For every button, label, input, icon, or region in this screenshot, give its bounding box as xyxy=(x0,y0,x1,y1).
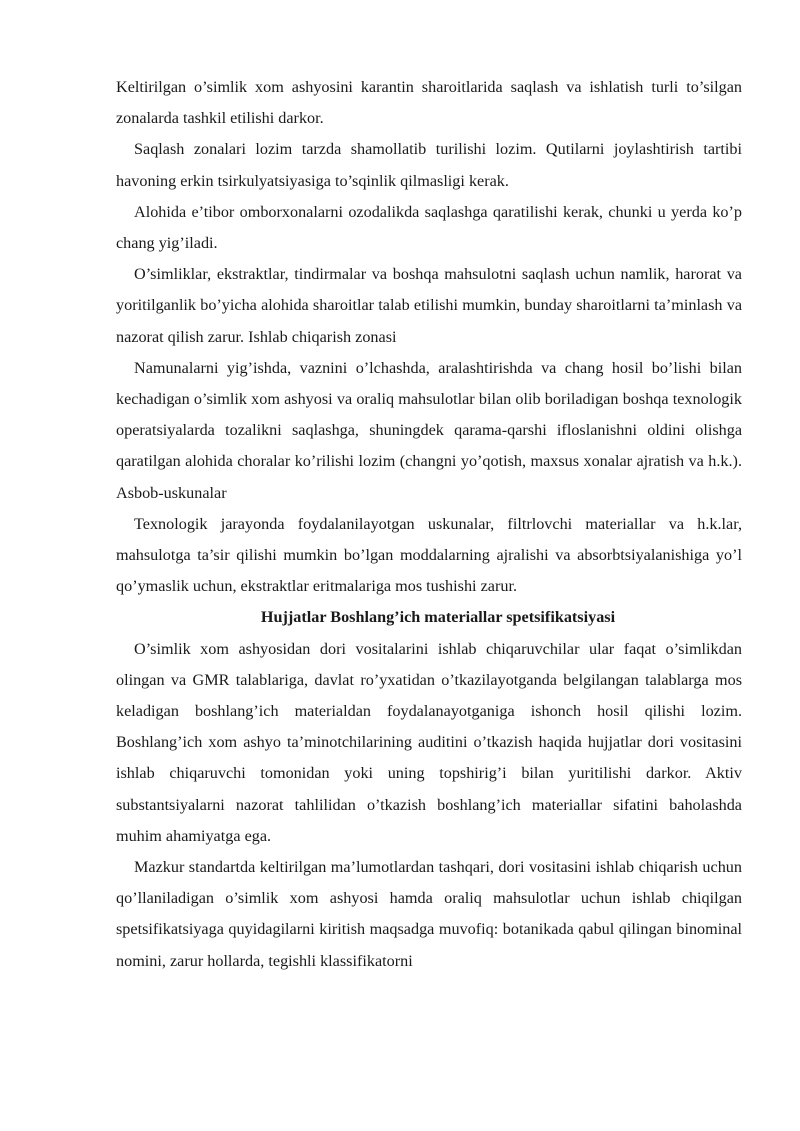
paragraph-production-zone: Namunalarni yig’ishda, vaznini o’lchashda, aralashtirishda va chang hosil bo’lishi bilan kechadigan o’simlik xom ashyosi va oraliq mahsulotlar bilan olib boriladigan boshqa texnologik operatsiyalarda tozalikni saqlashga, shuningdek qarama-qarshi ifloslanishni oldini olishga qaratilgan alohida choralar ko’rilishi lozim (changni yo’qotish, maxsus xonalar ajratish va h.k.). Asbob-uskunalar xyxy=(116,358,742,502)
section-heading: Hujjatlar Boshlang’ich materiallar spetsifikatsiyasi xyxy=(260,608,616,627)
paragraph-ventilation: Saqlash zonalari lozim tarzda shamollatib turilishi lozim. Qutilarni joylashtirish tartibi havoning erkin tsirkulyatsiyasiga to’sqinlik qilmasligi kerak. xyxy=(116,140,742,190)
document-page xyxy=(116,72,742,977)
paragraph-storage-conditions: O’simliklar, ekstraktlar, tindirmalar va boshqa mahsulotni saqlash uchun namlik, harorat va yoritilganlik bo’yicha alohida sharoitlar talab etilishi mumkin, bunday sharoitlarni ta’minlash va nazorat qilish zarur. Ishlab chiqarish zonasi xyxy=(116,265,742,346)
paragraph-equipment: Texnologik jarayonda foydalanilayotgan uskunalar, filtrlovchi materiallar va h.k.lar, mahsulotga ta’sir qilishi mumkin bo’lgan moddalarning ajralishi va absorbtsiyalanishiga yo’l qo’ymaslik uchun, ekstraktlar eritmalariga mos tushishi zarur. xyxy=(116,514,742,596)
paragraph-cleanliness: Alohida e’tibor omborxonalarni ozodalikda saqlashga qaratilishi kerak, chunki u yerda ko’p chang yig’iladi. xyxy=(116,202,742,253)
paragraph-specification: Mazkur standartda keltirilgan ma’lumotlardan tashqari, dori vositasini ishlab chiqarish uchun qo’llaniladigan o’simlik xom ashyosi hamda oraliq mahsulotlar uchun ishlab chiqilgan spetsifikatsiyaga quyidagilarni kiritish maqsadga muvofiq: botanikada qabul qilingan binominal nomini, zarur hollarda, tegishli klassifikatorni xyxy=(116,858,742,970)
paragraph-raw-material-suppliers: O’simlik xom ashyosidan dori vositalarini ishlab chiqaruvchilar ular faqat o’simlikdan olingan va GMR talablariga, davlat ro’yxatidan o’tkazilayotganda belgilangan talablarga mos keladigan boshlang’ich materialdan foydalanayotganiga ishonch hosil qilishi lozim. Boshlang’ich xom ashyo ta’minotchilarining auditini o’tkazish haqida hujjatlar dori vositasini ishlab chiqaruvchi tomonidan yoki uning topshirig’i bilan yuritilishi darkor. Aktiv substantsiyalarni nazorat tahlilidan o’tkazish boshlang’ich materiallar sifatini baholashda muhim ahamiyatga ega. xyxy=(116,639,742,845)
paragraph-quarantine-storage: Keltirilgan o’simlik xom ashyosini karantin sharoitlarida saqlash va ishlatish turli to’silgan zonalarda tashkil etilishi darkor. xyxy=(116,78,742,128)
